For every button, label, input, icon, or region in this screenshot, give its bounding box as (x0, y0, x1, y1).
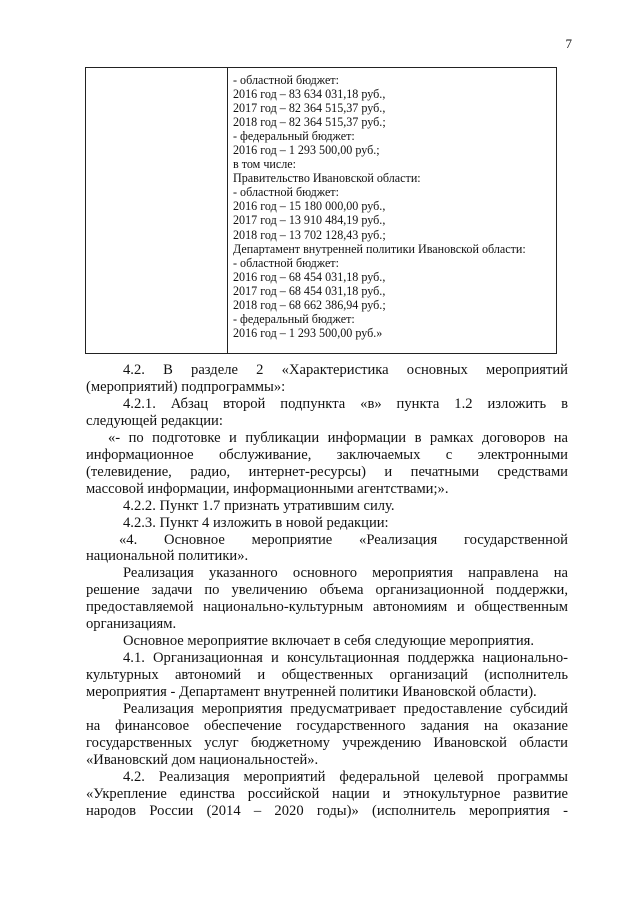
paragraph-line: предоставляемой национально-культурным автономиям и общественным (86, 599, 568, 616)
paragraph-line: решение задачи по увеличению объема организационной поддержки, (86, 582, 568, 599)
paragraph-line: 4.2. Реализация мероприятий федеральной целевой программы (123, 768, 568, 785)
paragraph-line: следующей редакции: (86, 412, 223, 429)
paragraph-line: (мероприятий) подпрограммы»: (86, 378, 286, 395)
paragraph-line: национальной политики». (86, 548, 249, 565)
table-line: 2018 год – 13 702 128,43 руб.; (233, 227, 386, 242)
paragraph-line: государственных услуг бюджетному учреждению Ивановской области (86, 734, 568, 751)
table-line: 2017 год – 68 454 031,18 руб., (233, 283, 386, 298)
table-left-cell (86, 68, 228, 353)
table-line: 2016 год – 1 293 500,00 руб.» (233, 325, 383, 340)
paragraph-line: массовой информации, информационными агентствами;». (86, 480, 449, 497)
paragraph-line: народов России (2014 – 2020 годы)» (исполнитель мероприятия - (86, 802, 568, 819)
table-line: - областной бюджет: (233, 255, 339, 270)
paragraph-line: «4. Основное мероприятие «Реализация государственной (119, 531, 568, 548)
table-line: 2016 год – 83 634 031,18 руб., (233, 87, 386, 102)
table-line: Правительство Ивановской области: (233, 171, 421, 186)
paragraph-line: 4.2.2. Пункт 1.7 признать утратившим силу. (123, 497, 395, 514)
table-line: 2017 год – 13 910 484,19 руб., (233, 213, 386, 228)
paragraph-line: 4.2.3. Пункт 4 изложить в новой редакции: (123, 514, 389, 531)
paragraph-line: 4.1. Организационная и консультационная поддержка национально- (123, 650, 568, 667)
table-line: 2016 год – 15 180 000,00 руб., (233, 199, 386, 214)
table-line: - областной бюджет: (233, 73, 339, 87)
table-line: 2018 год – 68 662 386,94 руб.; (233, 297, 386, 312)
paragraph-line: организациям. (86, 616, 177, 633)
table-line: в том числе: (233, 157, 297, 172)
table-line: - федеральный бюджет: (233, 129, 355, 144)
table-line: Департамент внутренней политики Ивановской области: (233, 241, 526, 256)
table-line: 2016 год – 68 454 031,18 руб., (233, 269, 386, 284)
paragraph-line: мероприятия - Департамент внутренней политики Ивановской области). (86, 684, 537, 701)
page-number: 7 (565, 36, 572, 51)
paragraph-line: Реализация указанного основного мероприятия направлена на (123, 565, 568, 582)
paragraph-line: (телевидение, радио, интернет-ресурсы) и печатными средствами (86, 463, 568, 480)
paragraph-line: культурных автономий и общественных организаций (исполнитель (86, 667, 568, 684)
paragraph-line: Основное мероприятие включает в себя следующие мероприятия. (123, 633, 535, 650)
table-line: - областной бюджет: (233, 185, 339, 200)
budget-table (85, 67, 557, 354)
table-line: - федеральный бюджет: (233, 311, 355, 326)
paragraph-line: 4.2.1. Абзац второй подпункта «в» пункта 1.2 изложить в (123, 395, 568, 412)
paragraph-line: Реализация мероприятия предусматривает предоставление субсидий (123, 701, 568, 718)
table-right-cell (228, 68, 556, 353)
paragraph-line: на финансовое обеспечение государственного задания на оказание (86, 718, 568, 735)
paragraph-line: информационное обслуживание, заключаемых с электронными (86, 446, 568, 463)
table-line: 2018 год – 82 364 515,37 руб.; (233, 115, 386, 130)
paragraph-line: «Ивановский дом национальностей». (86, 751, 319, 768)
table-line: 2016 год – 1 293 500,00 руб.; (233, 143, 380, 158)
paragraph-line: «Укрепление единства российской нации и этнокультурное развитие (86, 785, 568, 802)
paragraph-line: «- по подготовке и публикации информации в рамках договоров на (108, 429, 568, 446)
document-body (86, 362, 568, 820)
paragraph-line: 4.2. В разделе 2 «Характеристика основных мероприятий (123, 362, 568, 378)
table-line: 2017 год – 82 364 515,37 руб., (233, 101, 386, 116)
